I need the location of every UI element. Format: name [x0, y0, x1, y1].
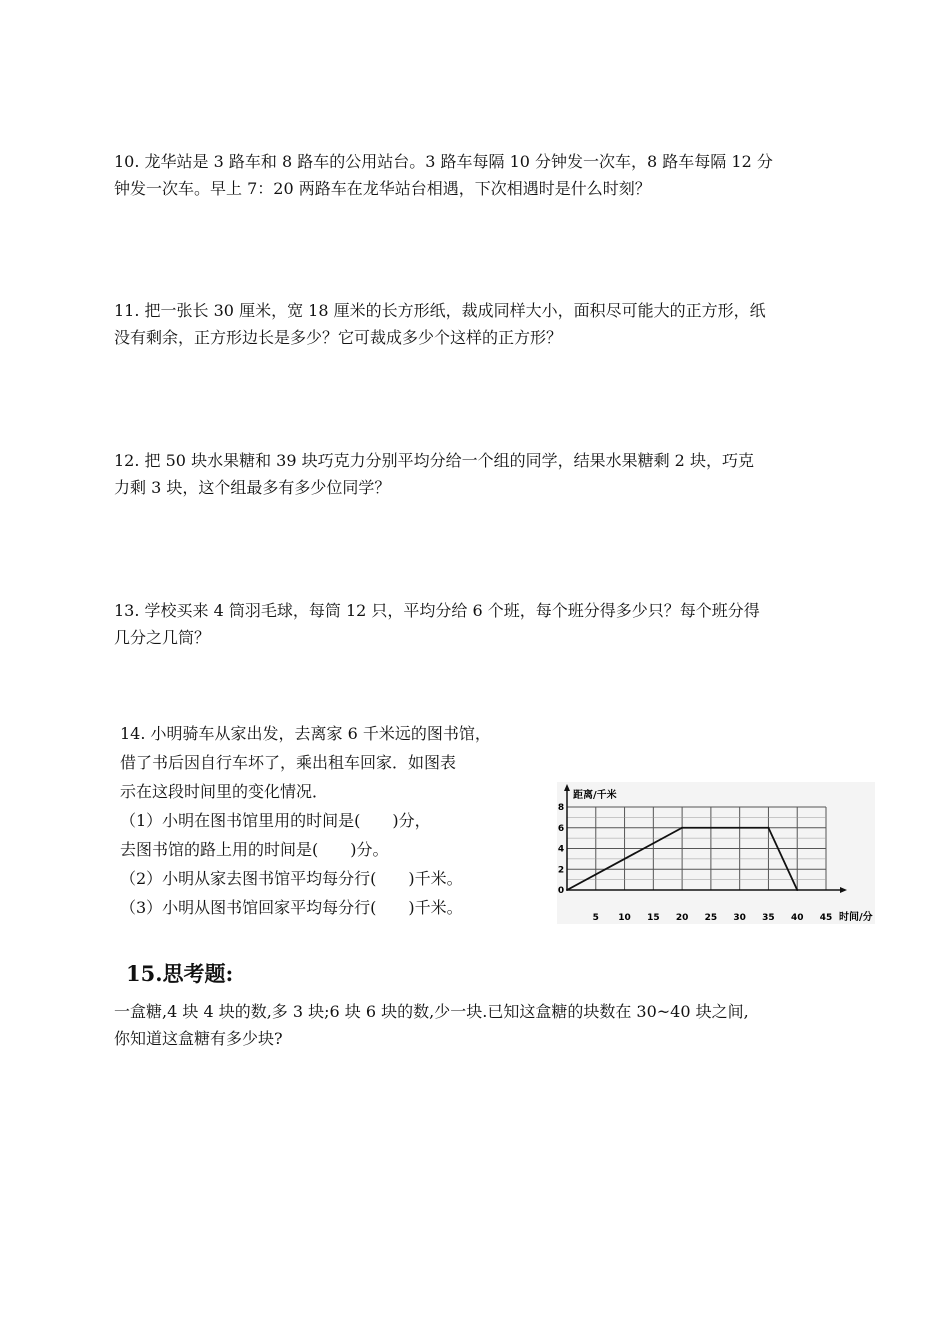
question-13-line2: 几分之几筒？ [114, 628, 211, 647]
question-12-line1: 12. 把 50 块水果糖和 39 块巧克力分别平均分给一个组的同学，结果水果糖剩 2 块，巧克 [114, 451, 754, 470]
question-13-line1: 13. 学校买来 4 筒羽毛球，每筒 12 只，平均分给 6 个班，每个班分得多少只？每个班分得 [114, 601, 760, 620]
question-12 [114, 447, 844, 501]
series-point [767, 827, 769, 829]
question-14-sub1-cont: 去图书馆的路上用的时间是( )分。 [120, 840, 389, 859]
question-11 [114, 297, 844, 351]
x-tick-label: 15 [647, 913, 660, 923]
question-14-line: 14. 小明骑车从家出发，去离家 6 千米远的图书馆， [120, 724, 491, 743]
y-tick-label: 6 [557, 823, 565, 834]
y-tick-label: 0 [557, 886, 565, 896]
question-15 [114, 998, 844, 1052]
question-14 [120, 719, 550, 922]
question-15-line1: 一盒糖,4 块 4 块的数,多 3 块;6 块 6 块的数,少一块.已知这盒糖的块数在 30~40 块之间, [114, 1002, 749, 1021]
y-axis-label: 距离/千米 [573, 790, 617, 801]
series-point [796, 889, 798, 891]
x-tick-label: 30 [733, 913, 746, 923]
question-10 [114, 148, 844, 202]
x-tick-label: 20 [675, 913, 689, 923]
x-tick-label: 10 [618, 913, 631, 923]
x-tick-label: 40 [790, 913, 804, 923]
y-tick-label: 4 [557, 844, 565, 855]
x-tick-label: 35 [762, 913, 775, 923]
distance-time-chart [557, 782, 875, 924]
y-tick-label: 2 [557, 865, 565, 876]
question-10-line1: 10. 龙华站是 3 路车和 8 路车的公用站台。3 路车每隔 10 分钟发一次车，8 路车每隔 12 分 [114, 152, 773, 171]
y-tick-label: 8 [557, 803, 565, 813]
series-point [681, 827, 683, 829]
question-11-line2: 没有剩余，正方形边长是多少？它可裁成多少个这样的正方形？ [114, 328, 563, 347]
x-tick-label: 25 [704, 913, 718, 923]
question-15-line2: 你知道这盒糖有多少块? [114, 1029, 283, 1048]
question-11-line1: 11. 把一张长 30 厘米，宽 18 厘米的长方形纸，裁成同样大小，面积尽可能大的正方形，纸 [114, 301, 766, 320]
question-10-line2: 钟发一次车。早上 7：20 两路车在龙华站台相遇，下次相遇时是什么时刻？ [114, 179, 651, 198]
x-tick-label: 5 [592, 913, 599, 923]
question-15-title: 15.思考题: [126, 961, 234, 986]
chart-background [557, 782, 875, 924]
question-14-sub1: （1）小明在图书馆里用的时间是( )分， [120, 811, 431, 830]
question-14-sub2: （2）小明从家去图书馆平均每分行( )千米。 [120, 869, 463, 888]
question-14-sub3: （3）小明从图书馆回家平均每分行( )千米。 [120, 898, 463, 917]
question-13 [114, 597, 844, 651]
series-point [566, 889, 568, 891]
x-axis-label: 时间/分 [839, 912, 873, 923]
question-14-line: 示在这段时间里的变化情况． [120, 782, 329, 801]
question-14-line: 借了书后因自行车坏了，乘出租车回家．如图表 [120, 753, 457, 772]
x-tick-label: 45 [819, 913, 833, 923]
question-12-line2: 力剩 3 块，这个组最多有多少位同学？ [114, 478, 391, 497]
